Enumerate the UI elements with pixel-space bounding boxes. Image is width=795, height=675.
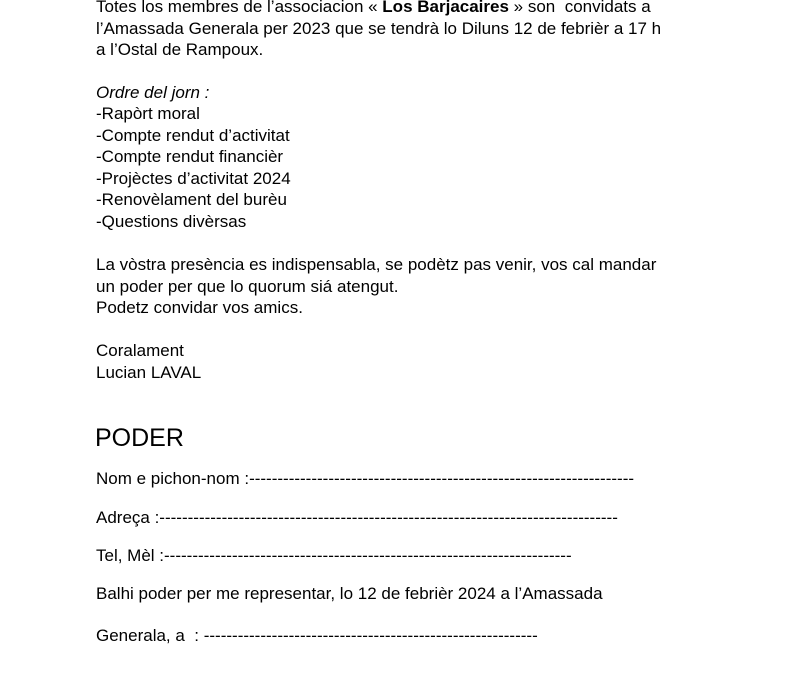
address-field: Adreça :--------------------------------------------------------------------------------- [96,508,618,527]
intro-line-1 [96,0,651,17]
agenda-item: -Projèctes d’activitat 2024 [96,169,291,188]
intro-text-end: » son convidats a [508,0,651,16]
agenda-item: -Compte rendut d’activitat [96,126,290,145]
notice-line-3: Podetz convidar vos amics. [96,298,303,317]
location-field: Generala, a : ----------------------------------------------------------- [96,626,538,645]
notice-line-2: un poder per que lo quorum siá atengut. [96,277,399,296]
intro-line-2: l’Amassada Generala per 2023 que se tendrà lo Diluns 12 de febrièr a 17 h [96,19,662,38]
agenda-item: -Renovèlament del burèu [96,190,287,209]
association-name: Los Barjacaires [382,0,509,16]
agenda-item: -Questions divèrsas [96,212,247,231]
notice-line-1: La vòstra presència es indispensabla, se podètz pas venir, vos cal mandar [96,255,657,274]
agenda-title: Ordre del jorn : [96,83,210,102]
agenda-item: -Rapòrt moral [96,104,200,123]
signature: Lucian LAVAL [96,363,202,382]
intro-text: Totes los membres de l’associacion « [96,0,383,16]
proxy-heading: PODER [95,424,184,452]
phone-field: Tel, Mèl :------------------------------------------------------------------------ [96,546,572,565]
name-field: Nom e pichon-nom :-------------------------------------------------------------------- [96,469,635,488]
salutation: Coralament [96,341,184,360]
intro-line-3: a l’Ostal de Rampoux. [96,40,264,59]
agenda-item: -Compte rendut financièr [96,147,284,166]
proxy-statement: Balhi poder per me representar, lo 12 de febrièr 2024 a l’Amassada [96,584,603,603]
